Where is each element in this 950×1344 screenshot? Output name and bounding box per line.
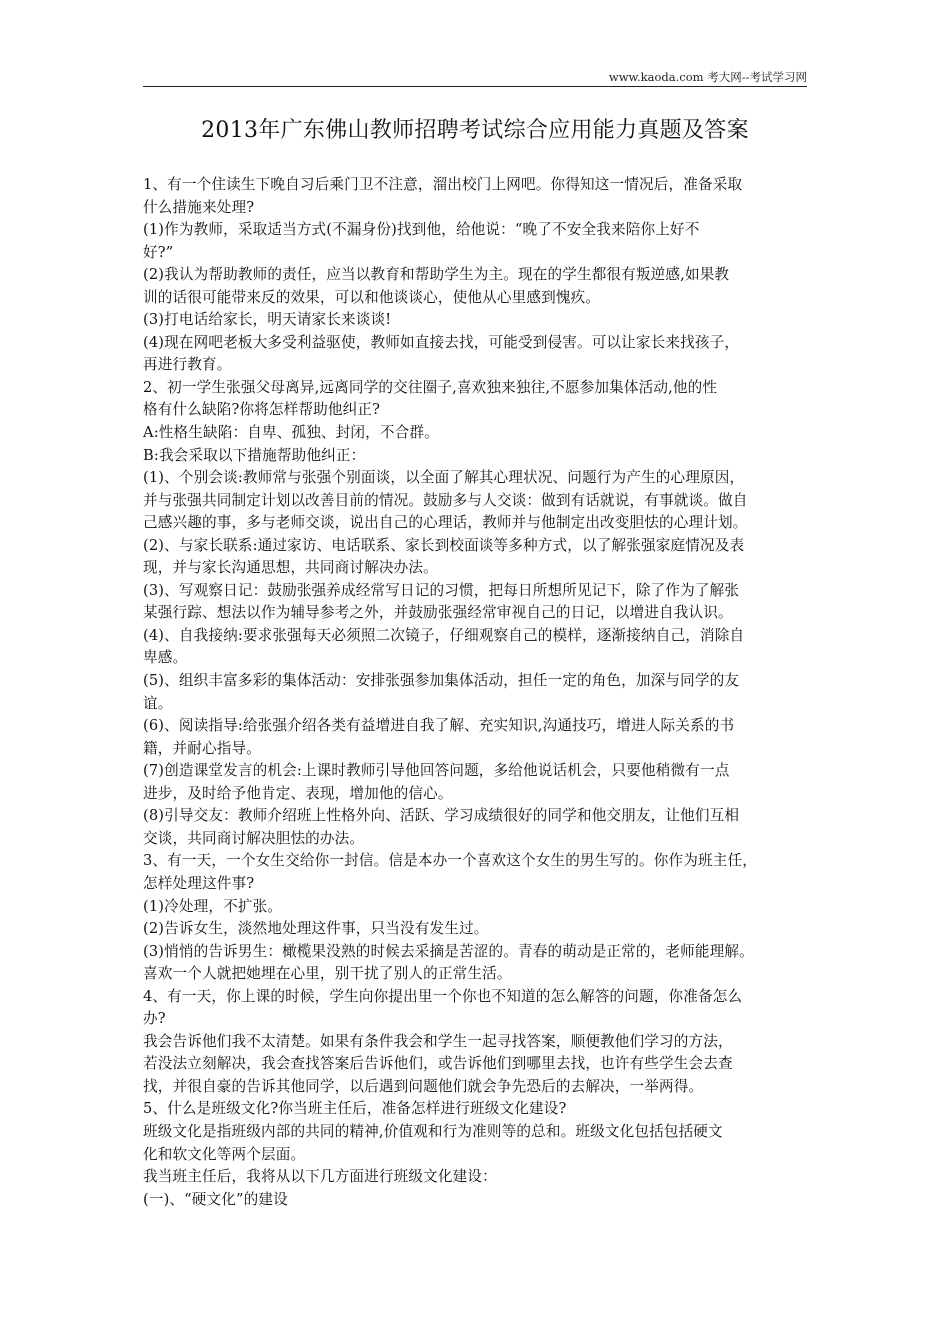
text-line: 3、有一天，一个女生交给你一封信。信是本办一个喜欢这个女生的男生写的。你作为班主任， [143,852,757,870]
header-site-text: www.kaoda.com 考大网--考试学习网 [608,70,807,84]
text-line: 交谈，共同商讨解决胆怯的办法。 [143,829,365,847]
text-line: B:我会采取以下措施帮助他纠正： [143,446,366,464]
text-line: (1)冷处理，不扩张。 [143,897,283,915]
text-line: 班级文化是指班级内部的共同的精神,价值观和行为准则等的总和。班级文化包括包括硬文 [143,1122,723,1140]
text-line: 喜欢一个人就把她埋在心里，别干扰了别人的正常生活。 [143,965,512,983]
text-line: (1)、个别会谈:教师常与张强个别面谈，以全面了解其心理状况、问题行为产生的心理原因， [143,469,745,487]
text-line: 找，并很自豪的告诉其他同学，以后遇到问题他们就会争先恐后的去解决，一举两得。 [143,1077,704,1095]
text-line: 4、有一天，你上课的时候，学生向你提出里一个你也不知道的怎么解答的问题，你准备怎么 [143,987,743,1005]
text-line: 化和软文化等两个层面。 [143,1145,306,1163]
page-header [143,68,807,86]
text-line: 训的话很可能带来反的效果，可以和他谈谈心，使他从心里感到愧疚。 [143,288,601,306]
text-line: (2)、与家长联系:通过家访、电话联系、家长到校面谈等多种方式，以了解张强家庭情况及表 [143,536,745,554]
document-title: 2013年广东佛山教师招聘考试综合应用能力真题及答案 [201,118,749,143]
text-line: (2)告诉女生，淡然地处理这件事，只当没有发生过。 [143,920,489,938]
text-line: 我当班主任后，我将从以下几方面进行班级文化建设： [143,1168,497,1186]
text-line: A:性格生缺陷：自卑、孤独、封闭，不合群。 [143,424,439,442]
text-line: 怎样处理这件事? [143,874,255,892]
text-line: (8)引导交友：教师介绍班上性格外向、活跃、学习成绩很好的同学和他交朋友，让他们互相 [143,807,740,825]
text-line: 我会告诉他们我不太清楚。如果有条件我会和学生一起寻找答案，顺便教他们学习的方法， [143,1032,733,1050]
text-line: (5)、组织丰富多彩的集体活动：安排张强参加集体活动，担任一定的角色，加深与同学的友 [143,672,740,690]
text-line: 并与张强共同制定计划以改善目前的情况。鼓励多与人交谈：做到有话就说，有事就谈。做自 [143,491,748,509]
text-line: 若没法立刻解决，我会查找答案后告诉他们，或告诉他们到哪里去找，也许有些学生会去查 [143,1055,733,1073]
header-divider [143,86,807,87]
text-line: (7)创造课堂发言的机会:上课时教师引导他回答问题，多给他说话机会，只要他稍微有一点 [143,762,730,780]
text-line: (2)我认为帮助教师的责任，应当以教育和帮助学生为主。现在的学生都很有叛逆感,如果教 [143,266,730,284]
text-line: 1、有一个住读生下晚自习后乘门卫不注意，溜出校门上网吧。你得知这一情况后，准备采取 [143,176,743,193]
text-line: 好?” [143,243,174,261]
text-line: 2、初一学生张强父母离异,远离同学的交往圈子,喜欢独来独往,不愿参加集体活动,他的性 [143,378,718,396]
document-body [143,174,811,1211]
text-line: (4)现在网吧老板大多受利益驱使，教师如直接去找，可能受到侵害。可以让家长来找孩子， [143,333,740,351]
text-line: (一)、“硬文化”的建设 [143,1190,288,1208]
text-line: 卑感。 [143,649,188,667]
text-line: 格有什么缺陷?你将怎样帮助他纠正? [143,401,381,419]
text-line: (6)、阅读指导:给张强介绍各类有益增进自我了解、充实知识,沟通技巧，增进人际关系的书 [143,717,735,735]
text-line: 5、什么是班级文化?你当班主任后，准备怎样进行班级文化建设? [143,1100,567,1118]
text-line: 现，并与家长沟通思想，共同商讨解决办法。 [143,559,438,577]
text-line: 己感兴趣的事，多与老师交谈，说出自己的心理话，教师并与他制定出改变胆怯的心理计划。 [143,514,748,532]
text-line: 再进行教育。 [143,356,232,374]
text-line: 办? [143,1010,166,1028]
text-line: (4)、自我接纳:要求张强每天必须照二次镜子，仔细观察自己的模样，逐渐接纳自己，消除自 [143,626,745,644]
text-line: (3)、写观察日记：鼓励张强养成经常写日记的习惯，把每日所想所见记下，除了作为了解张 [143,581,740,599]
text-line: 谊。 [143,694,173,712]
text-line: 进步，及时给予他肯定、表现，增加他的信心。 [143,784,453,802]
text-line: (3)打电话给家长，明天请家长来谈谈! [143,311,392,329]
text-line: (1)作为教师，采取适当方式(不漏身份)找到他，给他说：“晚了不安全我来陪你上好不 [143,221,700,239]
text-line: (3)悄悄的告诉男生：橄榄果没熟的时候去采摘是苦涩的。青春的萌动是正常的，老师能理解。 [143,942,754,960]
text-line: 籍，并耐心指导。 [143,739,261,757]
text-line: 什么措施来处理? [143,198,255,216]
text-line: 某强行踪、想法以作为辅导参考之外，并鼓励张强经常审视自己的日记，以增进自我认识。 [143,604,733,622]
